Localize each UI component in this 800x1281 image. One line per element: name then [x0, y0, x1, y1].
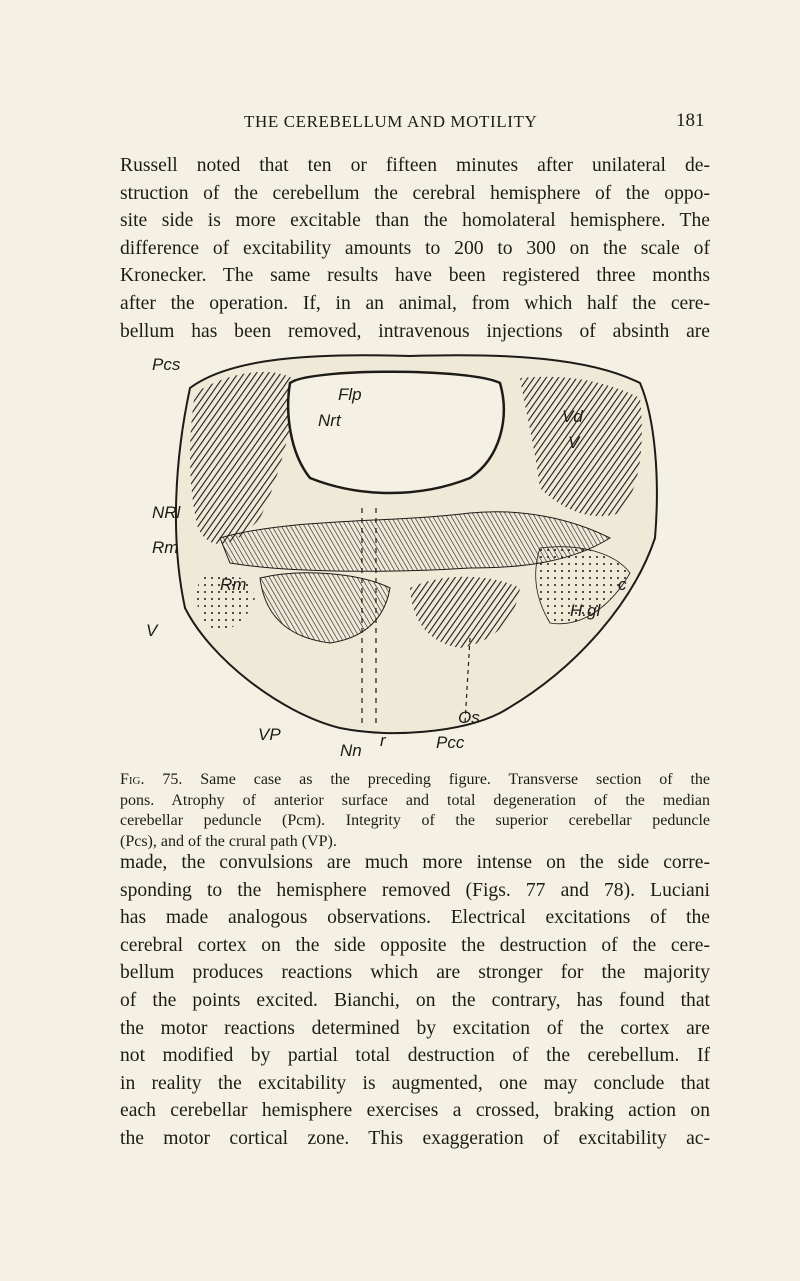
- caption-line: Fig. 75. Same case as the preceding figure. Transverse section of the: [120, 771, 710, 788]
- text-line: Russell noted that ten or fifteen minutes after unilateral de-: [120, 155, 710, 176]
- text-line: after the operation. If, in an animal, from which half the cere-: [120, 292, 710, 314]
- pons-section-illustration: [140, 338, 680, 758]
- text-line: Kronecker. The same results have been registered three months: [120, 265, 710, 287]
- text-line: cerebral cortex on the side opposite the destruction of the cere-: [120, 934, 710, 956]
- text-line: the motor cortical zone. This exaggeration of excitability ac-: [120, 1127, 710, 1149]
- running-head: THE CEREBELLUM AND MOTILITY: [244, 112, 538, 131]
- label-vd: Vd: [562, 407, 583, 426]
- upper-cavity: [288, 372, 504, 493]
- text-line: each cerebellar hemisphere exercises a crossed, braking action on: [120, 1100, 710, 1122]
- caption-line: cerebellar peduncle (Pcm). Integrity of the superior cerebellar peduncle: [120, 812, 710, 829]
- text-line: site side is more excitable than the homolateral hemisphere. The: [120, 210, 710, 232]
- page-header: [0, 112, 800, 136]
- text-line: bellum produces reactions which are stronger for the majority: [120, 962, 710, 984]
- label-os: Os: [458, 708, 480, 727]
- figure-caption: [120, 770, 710, 852]
- label-rm-inner: Rm: [220, 575, 247, 594]
- label-nn: Nn: [340, 741, 362, 758]
- text-line: struction of the cerebellum the cerebral hemisphere of the oppo-: [120, 182, 710, 204]
- text-line: has made analogous observations. Electrical excitations of the: [120, 907, 710, 929]
- text-line: difference of excitability amounts to 200 to 300 on the scale of: [120, 237, 710, 259]
- label-nrl: NRl: [152, 503, 181, 522]
- paragraph-2: [120, 849, 710, 1153]
- label-flp: Flp: [338, 385, 362, 404]
- figure-number: Fig. 75.: [120, 771, 183, 788]
- text-line: not modified by partial total destruction of the cerebellum. If: [120, 1045, 710, 1067]
- label-hgl: H.gl: [570, 601, 601, 620]
- text-line: in reality the excitability is augmented, one may conclude that: [120, 1072, 710, 1094]
- label-v-left: V: [146, 621, 158, 640]
- caption-line: pons. Atrophy of anterior surface and total degeneration of the median: [120, 791, 710, 809]
- paragraph-1: [120, 152, 710, 345]
- text-line: of the points excited. Bianchi, on the contrary, has found that: [120, 989, 710, 1011]
- text-line: sponding to the hemisphere removed (Figs. 77 and 78). Luciani: [120, 879, 710, 901]
- label-nrt: Nrt: [318, 411, 341, 430]
- label-rm: Rm: [152, 538, 179, 557]
- label-r: r: [380, 731, 386, 750]
- page-number: 181: [676, 110, 705, 131]
- text-line: bellum has been removed, intravenous injections of absinth are: [120, 320, 710, 342]
- label-pcs: Pcs: [152, 355, 181, 374]
- caption-line: (Pcs), and of the crural path (VP).: [120, 832, 337, 850]
- text-line: made, the convulsions are much more intense on the side corre-: [120, 852, 710, 873]
- pons-section-figure: [140, 338, 680, 758]
- label-v-right: V: [568, 433, 580, 452]
- text-line: the motor reactions determined by excitation of the cortex are: [120, 1017, 710, 1039]
- label-vp: VP: [258, 725, 281, 744]
- label-pcc: Pcc: [436, 733, 465, 752]
- label-c: c: [618, 575, 627, 594]
